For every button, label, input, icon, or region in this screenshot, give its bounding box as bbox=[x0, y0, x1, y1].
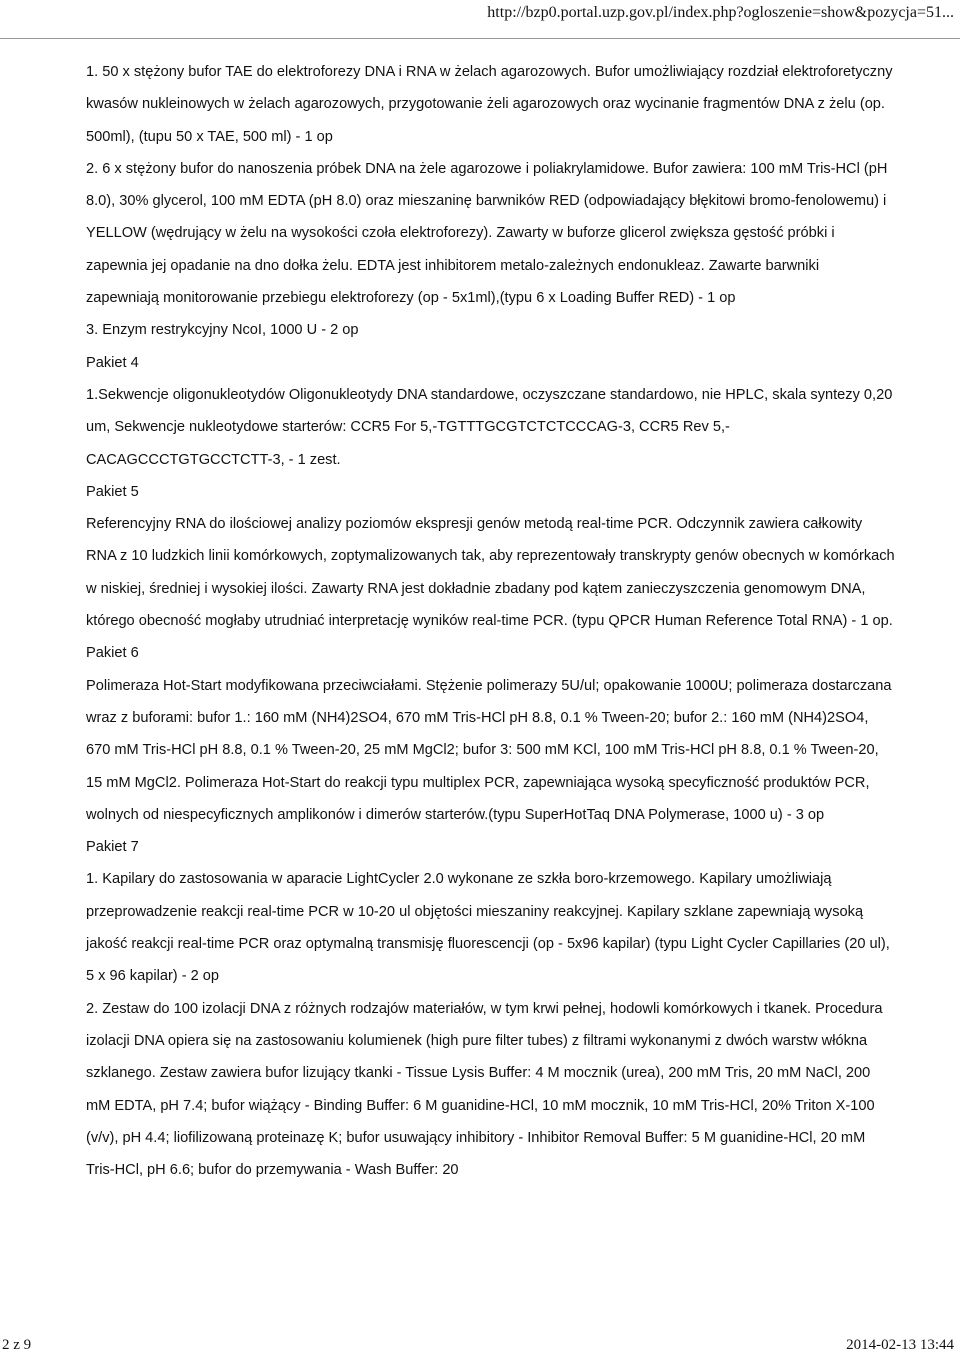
paragraph-pakiet-6: Polimeraza Hot-Start modyfikowana przeciwciałami. Stężenie polimerazy 5U/ul; opakowanie 1000U; polimeraza dostarczana wraz z buforami: bufor 1.: 160 mM (NH4)2SO4, 670 mM Tris-HCl pH 8.8, 0.1 % Tween-20; bufor 2.: 160 mM (NH4)2SO4, 670 mM Tris-HCl pH 8.8, 0.1 % Tween-20, 25 mM MgCl2; bufor 3: 500 mM KCl, 100 mM Tris-HCl pH 8.8, 0.1 % Tween-20, 15 mM MgCl2. Polimeraza Hot-Start do reakcji typu multiplex PCR, zapewniająca wysoką specyficzność produktów PCR, wolnych od niespecyficznych amplikonów i dimerów starterów.(typu SuperHotTaq DNA Polymerase, 1000 u) - 3 op bbox=[86, 677, 892, 823]
section-heading-pakiet-6: Pakiet 6 bbox=[86, 645, 139, 662]
header-url: http://bzp0.portal.uzp.gov.pl/index.php?ogloszenie=show&pozycja=51... bbox=[487, 4, 954, 21]
section-heading-pakiet-5: Pakiet 5 bbox=[86, 483, 139, 500]
paragraph-pakiet-7-item-2: 2. Zestaw do 100 izolacji DNA z różnych rodzajów materiałów, w tym krwi pełnej, hodowli komórkowych i tkanek. Procedura izolacji DNA opiera się na zastosowaniu kolumienek (high pure filter tubes) z filtrami wykonanymi z dwóch warstw włókna szklanego. Zestaw zawiera bufor lizujący tkanki - Tissue Lysis Buffer: 4 M mocznik (urea), 200 mM Tris, 20 mM NaCl, 200 mM EDTA, pH 7.4; bufor wiążący - Binding Buffer: 6 M guanidine-HCl, 10 mM mocznik, 10 mM Tris-HCl, 20% Triton X-100 (v/v), pH 4.4; liofilizowaną proteinazę K; bufor usuwający inhibitory - Inhibitor Removal Buffer: 5 M guanidine-HCl, 20 mM Tris-HCl, pH 6.6; bufor do przemywania - Wash Buffer: 20 bbox=[86, 1000, 883, 1179]
paragraph-pakiet-4-item-1: 1.Sekwencje oligonukleotydów Oligonukleotydy DNA standardowe, oczyszczane standardowo, nie HPLC, skala syntezy 0,20 um, Sekwencje nukleotydowe starterów: CCR5 For 5,-TGTTTGCGTCTCTCCCAG-3, CCR5 Rev 5,-CACAGCCCTGTGCCTCTT-3, - 1 zest. bbox=[86, 386, 893, 468]
paragraph-item-2: 2. 6 x stężony bufor do nanoszenia próbek DNA na żele agarozowe i poliakrylamidowe. Bufor zawiera: 100 mM Tris-HCl (pH 8.0), 30% glycerol, 100 mM EDTA (pH 8.0) oraz mieszaninę barwników RED (odpowiadający błękitowi bromo-fenolowemu) i YELLOW (wędrujący w żelu na wysokości czoła elektroforezy). Zawarty w buforze glicerol zwiększa gęstość próbki i zapewnia jej opadanie na dno dołka żelu. EDTA jest inhibitorem metalo-zależnych endonukleaz. Zawarte barwniki zapewniają monitorowanie przebiegu elektroforezy (op - 5x1ml),(typu 6 x Loading Buffer RED) - 1 op bbox=[86, 160, 888, 307]
document-body bbox=[86, 56, 896, 1186]
paragraph-item-1: 1. 50 x stężony bufor TAE do elektroforezy DNA i RNA w żelach agarozowych. Bufor umożliwiający rozdział elektroforetyczny kwasów nukleinowych w żelach agarozowych, przygotowanie żeli agarozowych oraz wycinanie fragmentów DNA z żelu (op. 500ml), (tupu 50 x TAE, 500 ml) - 1 op bbox=[86, 64, 893, 145]
section-heading-pakiet-4: Pakiet 4 bbox=[86, 354, 139, 371]
page-number: 2 z 9 bbox=[2, 1337, 32, 1353]
print-timestamp: 2014-02-13 13:44 bbox=[846, 1337, 954, 1353]
section-heading-pakiet-7: Pakiet 7 bbox=[86, 839, 139, 856]
paragraph-item-3: 3. Enzym restrykcyjny NcoI, 1000 U - 2 op bbox=[86, 322, 359, 339]
header-divider bbox=[0, 38, 960, 39]
paragraph-pakiet-5: Referencyjny RNA do ilościowej analizy poziomów ekspresji genów metodą real-time PCR. Odczynnik zawiera całkowity RNA z 10 ludzkich linii komórkowych, zoptymalizowanych tak, aby reprezentowały transkrypty genów obecnych w komórkach w niskiej, średniej i wysokiej ilości. Zawarty RNA jest dokładnie zbadany pod kątem zanieczyszczenia genomowym DNA, którego obecność mogłaby utrudniać interpretację wyników real-time PCR. (typu QPCR Human Reference Total RNA) - 1 op. bbox=[86, 516, 895, 630]
paragraph-pakiet-7-item-1: 1. Kapilary do zastosowania w aparacie LightCycler 2.0 wykonane ze szkła boro-krzemowego. Kapilary umożliwiają przeprowadzenie reakcji real-time PCR w 10-20 ul objętości mieszaniny reakcyjnej. Kapilary szklane zapewniają wysoką jakość reakcji real-time PCR oraz optymalną transmisję fluorescencji (op - 5x96 kapilar) (typu Light Cycler Capillaries (20 ul), 5 x 96 kapilar) - 2 op bbox=[86, 871, 890, 985]
